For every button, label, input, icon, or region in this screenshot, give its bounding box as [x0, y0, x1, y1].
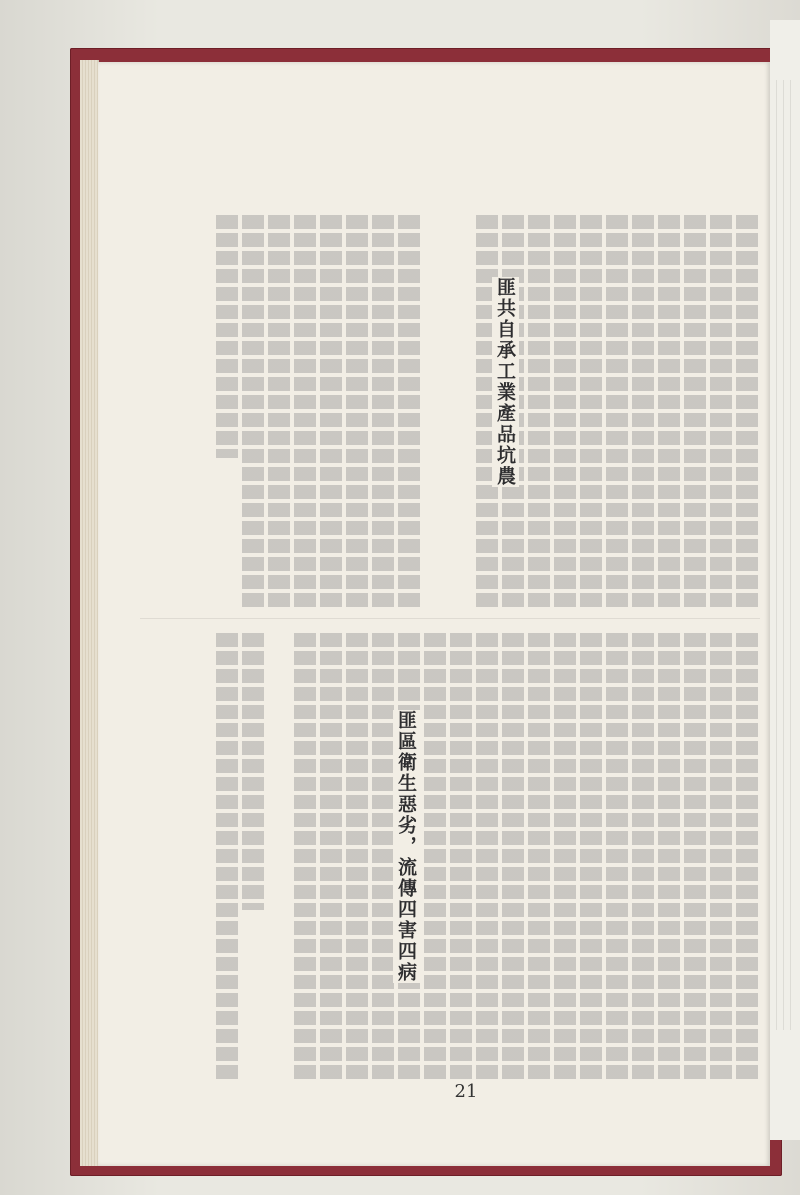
- text-column: [398, 215, 420, 607]
- text-column: [450, 215, 472, 607]
- text-column: [268, 633, 290, 1080]
- text-column: [320, 633, 342, 1080]
- text-column: [632, 633, 654, 1080]
- text-column: [216, 215, 238, 458]
- text-column: [242, 633, 264, 910]
- text-column: [476, 633, 498, 1080]
- text-column: [684, 633, 706, 1080]
- text-column: [502, 633, 524, 1080]
- text-column: [424, 633, 446, 1080]
- text-column: [554, 633, 576, 1080]
- text-column: [372, 215, 394, 607]
- text-column: [580, 215, 602, 607]
- text-column: [658, 215, 680, 607]
- page-number: 21: [454, 1081, 478, 1102]
- text-column: [372, 633, 394, 1080]
- text-column: [528, 633, 550, 1080]
- text-column: [632, 215, 654, 607]
- text-column: [216, 633, 238, 1080]
- section-heading: 匪區衛生惡劣，流傳四害四病: [393, 710, 420, 983]
- text-column: [424, 215, 446, 607]
- text-column: [736, 215, 758, 607]
- text-area: [140, 215, 760, 1080]
- text-column: [606, 215, 628, 607]
- text-column: [736, 633, 758, 1080]
- adjacent-page-edge: [770, 20, 800, 1140]
- lower-text-block: [140, 633, 760, 1080]
- text-column: [554, 215, 576, 607]
- text-column: [710, 215, 732, 607]
- text-column: [294, 215, 316, 607]
- text-column: [346, 633, 368, 1080]
- text-column: [346, 215, 368, 607]
- page-stack: [80, 60, 99, 1166]
- text-column: [684, 215, 706, 607]
- text-column: [606, 633, 628, 1080]
- section-heading: 匪共自承工業產品坑農: [492, 277, 519, 487]
- section-divider: [140, 618, 760, 619]
- text-column: [710, 633, 732, 1080]
- upper-text-block: [140, 215, 760, 607]
- text-column: [268, 215, 290, 607]
- text-column: [320, 215, 342, 607]
- text-column: [242, 215, 264, 607]
- text-column: [528, 215, 550, 607]
- text-column: [658, 633, 680, 1080]
- text-column: [450, 633, 472, 1080]
- lower-text-columns: [140, 633, 760, 1080]
- text-column: [580, 633, 602, 1080]
- upper-text-columns: [140, 215, 760, 607]
- text-column: [294, 633, 316, 1080]
